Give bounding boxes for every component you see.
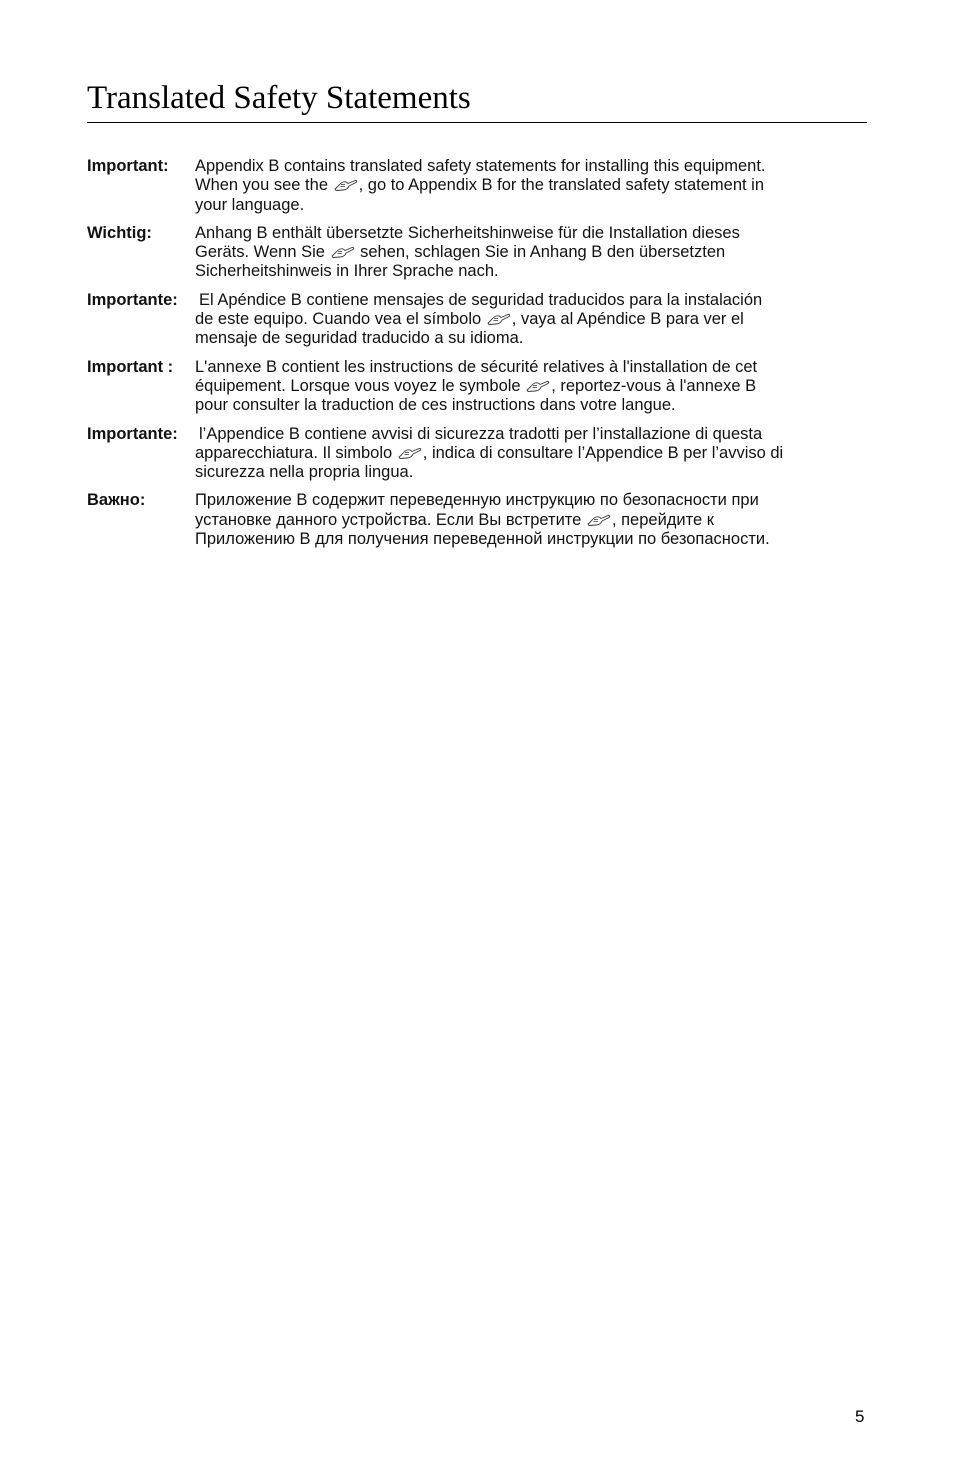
statement-line: l’Appendice B contiene avvisi di sicurezza tradotti per l’installazione di questa (199, 424, 763, 443)
statement-line: mensaje de seguridad traducido a su idioma. (195, 329, 524, 348)
statement-german (87, 224, 869, 282)
statement-line: sicurezza nella propria lingua. (195, 463, 414, 482)
statement-line: pour consulter la traduction de ces instructions dans votre langue. (195, 396, 676, 415)
statement-label: Important : (87, 357, 174, 376)
translated-safety-hand-icon (525, 379, 551, 393)
translated-safety-hand-icon (486, 312, 512, 326)
statement-line: установке данного устройства. Если Вы встретите , перейдите к (195, 510, 714, 529)
statement-label: Important: (87, 157, 169, 175)
translated-safety-hand-icon (333, 178, 359, 192)
statement-line: L'annexe B contient les instructions de sécurité relatives à l'installation de cet (195, 357, 758, 376)
statement-italian (87, 425, 869, 483)
statement-label: Wichtig: (87, 223, 152, 242)
statement-english (87, 157, 869, 215)
statement-spanish (87, 291, 869, 349)
statement-line: Приложению B для получения переведенной инструкции по безопасности. (195, 530, 770, 549)
statement-line: Приложение B содержит переведенную инструкцию по безопасности при (195, 491, 759, 510)
statement-line: Appendix B contains translated safety statements for installing this equipment. (195, 157, 766, 175)
statement-line: Geräts. Wenn Sie sehen, schlagen Sie in Anhang B den übersetzten (195, 243, 726, 262)
statement-line: apparecchiatura. Il simbolo , indica di consultare l’Appendice B per l’avviso di (195, 443, 784, 462)
statement-label: Importante: (87, 424, 178, 443)
statement-russian (87, 491, 869, 549)
statement-french (87, 358, 869, 416)
statement-label: Важно: (87, 491, 146, 510)
statement-line: Sicherheitshinweis in Ihrer Sprache nach. (195, 262, 499, 281)
translated-statements-list (87, 157, 869, 558)
statement-line: When you see the , go to Appendix B for the translated safety statement in (195, 176, 765, 195)
page-title: Translated Safety Statements (87, 80, 471, 116)
statement-line: de este equipo. Cuando vea el símbolo , vaya al Apéndice B para ver el (195, 310, 744, 329)
statement-line: Anhang B enthält übersetzte Sicherheitshinweise für die Installation dieses (195, 223, 740, 242)
title-divider (87, 122, 867, 123)
statement-line: équipement. Lorsque vous voyez le symbole , reportez-vous à l'annexe B (195, 376, 757, 395)
page-number: 5 (855, 1407, 865, 1426)
statement-label: Importante: (87, 290, 178, 309)
statement-line: your language. (195, 195, 305, 214)
translated-safety-hand-icon (586, 513, 612, 527)
statement-line: El Apéndice B contiene mensajes de seguridad traducidos para la instalación (199, 290, 763, 309)
translated-safety-hand-icon (397, 446, 423, 460)
translated-safety-hand-icon (330, 245, 356, 259)
